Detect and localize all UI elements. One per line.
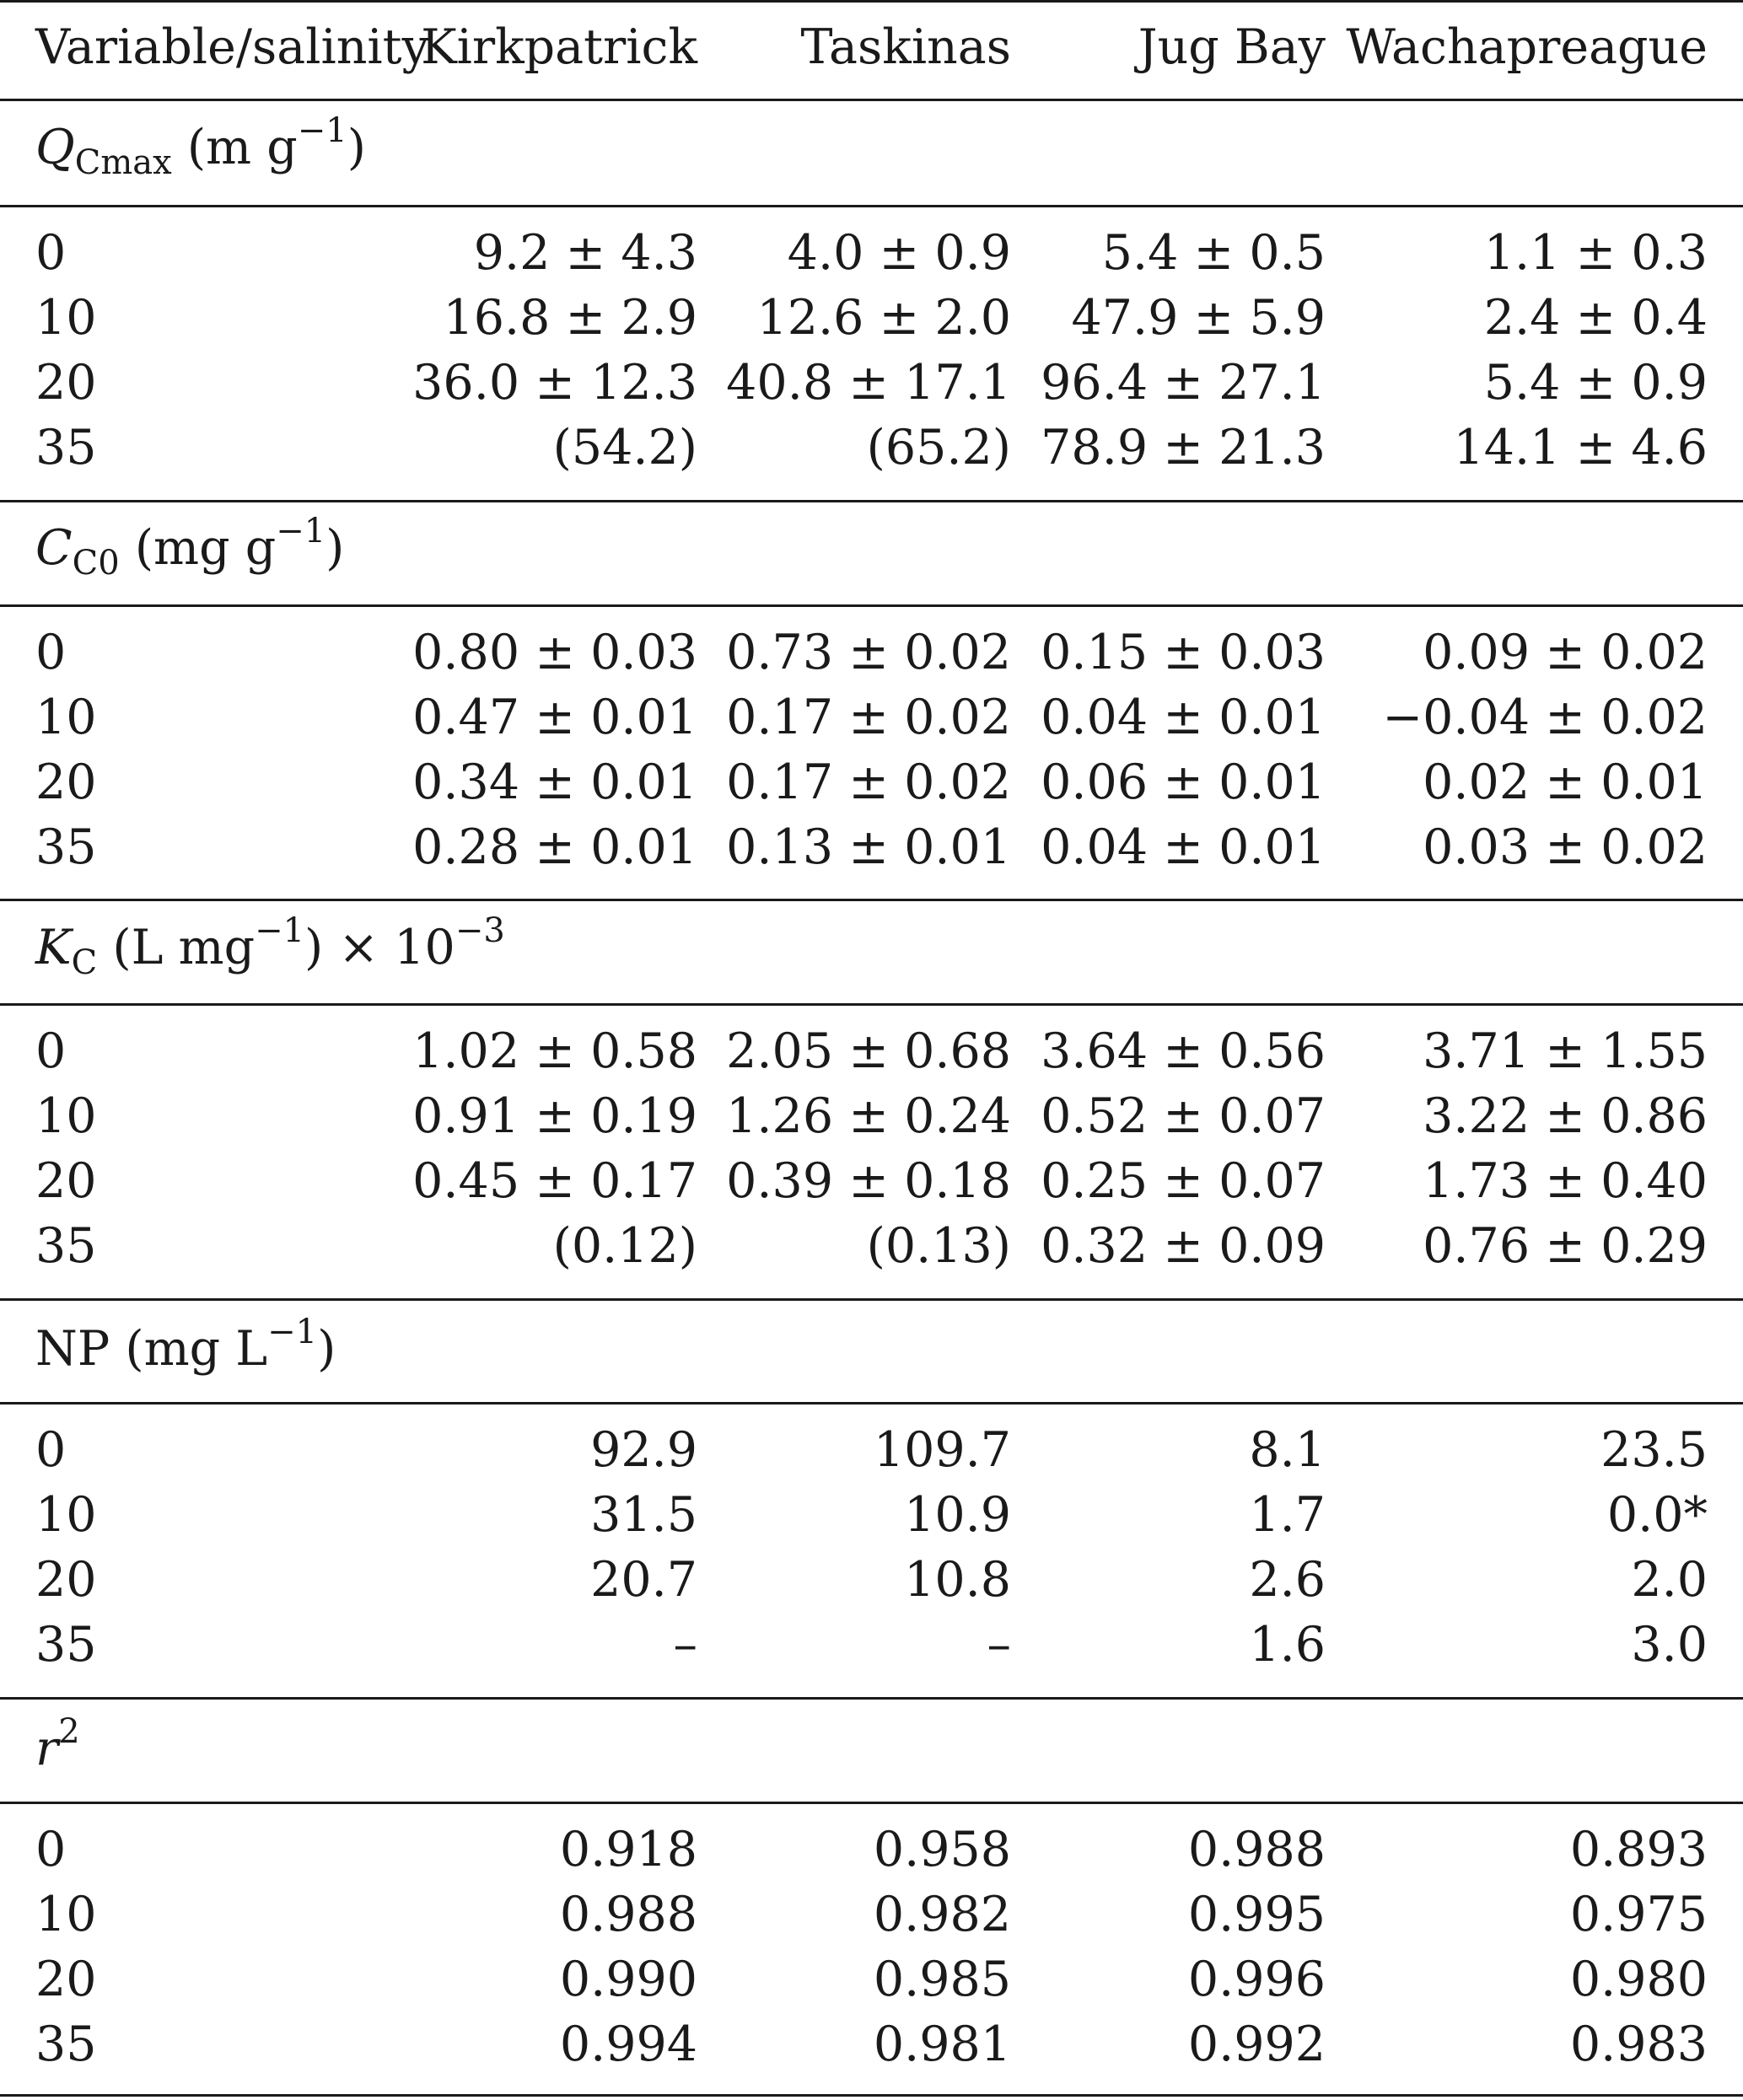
column-header: Variable/salinity xyxy=(35,19,429,75)
value-cell: 0.13 ± 0.01 xyxy=(726,819,1011,875)
title-superscript: 2 xyxy=(58,1712,80,1751)
table-row xyxy=(0,1947,1743,2012)
table-row xyxy=(0,1149,1743,1214)
value-cell: 23.5 xyxy=(1600,1422,1708,1478)
table-row xyxy=(0,1882,1743,1947)
section-title xyxy=(35,1313,336,1382)
value-cell: 0.992 xyxy=(1187,2017,1326,2072)
value-cell: (65.2) xyxy=(866,420,1011,475)
table-row xyxy=(0,685,1743,750)
header-row xyxy=(0,15,1743,80)
title-symbol: NP xyxy=(35,1321,110,1377)
salinity-cell: 10 xyxy=(35,290,97,346)
value-cell: 2.05 ± 0.68 xyxy=(726,1023,1011,1079)
salinity-cell: 35 xyxy=(35,1617,97,1673)
table-row xyxy=(0,1818,1743,1882)
value-cell: 96.4 ± 27.1 xyxy=(1041,355,1326,411)
value-cell: 36.0 ± 12.3 xyxy=(412,355,697,411)
value-cell: 0.893 xyxy=(1569,1822,1708,1877)
title-subscript: C0 xyxy=(72,544,120,583)
value-cell: 2.4 ± 0.4 xyxy=(1483,290,1708,346)
value-cell: 0.34 ± 0.01 xyxy=(412,755,697,810)
value-cell: (0.12) xyxy=(552,1218,697,1274)
value-cell: 0.91 ± 0.19 xyxy=(412,1088,697,1144)
value-cell: 0.995 xyxy=(1187,1887,1326,1942)
value-cell: 0.17 ± 0.02 xyxy=(726,755,1011,810)
value-cell: 4.0 ± 0.9 xyxy=(787,225,1011,281)
salinity-cell: 20 xyxy=(35,355,97,411)
table-row xyxy=(0,1548,1743,1613)
value-cell: 8.1 xyxy=(1249,1422,1326,1478)
value-cell: 10.8 xyxy=(904,1552,1011,1608)
value-cell: 3.0 xyxy=(1631,1617,1708,1673)
column-header: Wachapreague xyxy=(1346,19,1708,75)
value-cell: 109.7 xyxy=(873,1422,1011,1478)
table-row xyxy=(0,221,1743,286)
table-row xyxy=(0,351,1743,416)
title-subscript: C xyxy=(71,943,98,982)
value-cell: 1.26 ± 0.24 xyxy=(726,1088,1011,1144)
table-row xyxy=(0,1214,1743,1279)
value-cell: −0.04 ± 0.02 xyxy=(1382,690,1708,745)
salinity-cell: 20 xyxy=(35,755,97,810)
value-cell: 0.03 ± 0.02 xyxy=(1423,819,1708,875)
value-cell: 5.4 ± 0.9 xyxy=(1483,355,1708,411)
section-title-row xyxy=(0,1712,1743,1781)
table-row xyxy=(0,750,1743,815)
value-cell: 0.15 ± 0.03 xyxy=(1041,625,1326,680)
section-title xyxy=(35,911,505,982)
section-title-row xyxy=(0,911,1743,982)
value-cell: 0.06 ± 0.01 xyxy=(1041,755,1326,810)
value-cell: 10.9 xyxy=(904,1487,1011,1543)
value-cell: 1.1 ± 0.3 xyxy=(1483,225,1708,281)
value-cell: (0.13) xyxy=(866,1218,1011,1274)
value-cell: 0.981 xyxy=(873,2017,1011,2072)
value-cell: 0.52 ± 0.07 xyxy=(1041,1088,1326,1144)
header-rule xyxy=(0,99,1743,101)
value-cell: 0.28 ± 0.01 xyxy=(412,819,697,875)
value-cell: 0.988 xyxy=(559,1887,697,1942)
value-cell: 0.04 ± 0.01 xyxy=(1041,819,1326,875)
value-cell: – xyxy=(987,1617,1011,1673)
section-rule xyxy=(0,1298,1743,1301)
salinity-cell: 35 xyxy=(35,420,97,475)
value-cell: 14.1 ± 4.6 xyxy=(1453,420,1708,475)
value-cell: 0.76 ± 0.29 xyxy=(1423,1218,1708,1274)
title-superscript: −1 xyxy=(267,1313,318,1351)
value-cell: 0.32 ± 0.09 xyxy=(1041,1218,1326,1274)
value-cell: 0.994 xyxy=(559,2017,697,2072)
top-rule xyxy=(0,0,1743,3)
section-title-row xyxy=(0,512,1743,583)
value-cell: 0.988 xyxy=(1187,1822,1326,1877)
table-row xyxy=(0,1483,1743,1548)
value-cell: 0.975 xyxy=(1569,1887,1708,1942)
value-cell: 0.958 xyxy=(873,1822,1011,1877)
salinity-cell: 0 xyxy=(35,1422,67,1478)
bottom-rule xyxy=(0,2094,1743,2097)
title-close: ) xyxy=(347,120,366,175)
salinity-cell: 20 xyxy=(35,1552,97,1608)
table-row xyxy=(0,815,1743,880)
title-superscript-exponent: −3 xyxy=(455,911,505,950)
salinity-cell: 10 xyxy=(35,1487,97,1543)
table-row xyxy=(0,286,1743,351)
value-cell: 0.990 xyxy=(559,1952,697,2007)
salinity-cell: 0 xyxy=(35,1023,67,1079)
salinity-cell: 0 xyxy=(35,625,67,680)
salinity-cell: 35 xyxy=(35,819,97,875)
value-cell: 0.17 ± 0.02 xyxy=(726,690,1011,745)
value-cell: 0.918 xyxy=(559,1822,697,1877)
section-rule xyxy=(0,500,1743,502)
table-row xyxy=(0,416,1743,481)
title-symbol: C xyxy=(35,520,73,576)
salinity-cell: 35 xyxy=(35,1218,97,1274)
title-superscript: −1 xyxy=(276,512,326,551)
title-close: ) xyxy=(325,520,345,576)
column-header: Kirkpatrick xyxy=(421,19,697,75)
table-row xyxy=(0,620,1743,685)
section-title xyxy=(35,512,345,583)
value-cell: 92.9 xyxy=(590,1422,697,1478)
value-cell: 0.996 xyxy=(1187,1952,1326,2007)
value-cell: 0.980 xyxy=(1569,1952,1708,2007)
salinity-cell: 0 xyxy=(35,225,67,281)
value-cell: 0.983 xyxy=(1569,2017,1708,2072)
value-cell: 1.73 ± 0.40 xyxy=(1423,1153,1708,1209)
value-cell: 0.45 ± 0.17 xyxy=(412,1153,697,1209)
salinity-cell: 10 xyxy=(35,1887,97,1942)
value-cell: 0.80 ± 0.03 xyxy=(412,625,697,680)
value-cell: 3.71 ± 1.55 xyxy=(1423,1023,1708,1079)
value-cell: 0.982 xyxy=(873,1887,1011,1942)
value-cell: 31.5 xyxy=(590,1487,697,1543)
section-rule xyxy=(0,1402,1743,1404)
title-unit: (m g xyxy=(186,120,298,175)
title-superscript: −1 xyxy=(255,911,305,950)
value-cell: 0.04 ± 0.01 xyxy=(1041,690,1326,745)
title-close: ) × 10 xyxy=(304,920,455,975)
title-unit: (L mg xyxy=(112,920,256,975)
value-cell: 0.0* xyxy=(1606,1487,1708,1543)
value-cell: 0.47 ± 0.01 xyxy=(412,690,697,745)
section-title xyxy=(35,111,366,182)
value-cell: 0.02 ± 0.01 xyxy=(1423,755,1708,810)
salinity-cell: 20 xyxy=(35,1153,97,1209)
column-header: Taskinas xyxy=(800,19,1011,75)
table-row xyxy=(0,1613,1743,1678)
section-title xyxy=(35,1712,80,1781)
value-cell: 1.6 xyxy=(1249,1617,1326,1673)
value-cell: 40.8 ± 17.1 xyxy=(726,355,1011,411)
value-cell: – xyxy=(673,1617,697,1673)
section-rule xyxy=(0,604,1743,607)
table-row xyxy=(0,1084,1743,1149)
salinity-cell: 20 xyxy=(35,1952,97,2007)
salinity-cell: 10 xyxy=(35,1088,97,1144)
value-cell: 5.4 ± 0.5 xyxy=(1101,225,1326,281)
title-close: ) xyxy=(317,1321,336,1377)
salinity-cell: 0 xyxy=(35,1822,67,1877)
column-header: Jug Bay xyxy=(1138,19,1326,75)
salinity-cell: 35 xyxy=(35,2017,97,2072)
value-cell: 1.7 xyxy=(1249,1487,1326,1543)
title-subscript: Cmax xyxy=(74,143,172,182)
table-row xyxy=(0,2012,1743,2077)
title-unit: (mg g xyxy=(134,520,277,576)
value-cell: 0.985 xyxy=(873,1952,1011,2007)
section-rule xyxy=(0,205,1743,207)
table-row xyxy=(0,1418,1743,1483)
value-cell: 20.7 xyxy=(590,1552,697,1608)
title-symbol: K xyxy=(35,920,72,975)
value-cell: 47.9 ± 5.9 xyxy=(1071,290,1326,346)
value-cell: (54.2) xyxy=(552,420,697,475)
value-cell: 9.2 ± 4.3 xyxy=(473,225,697,281)
value-cell: 0.25 ± 0.07 xyxy=(1041,1153,1326,1209)
value-cell: 1.02 ± 0.58 xyxy=(412,1023,697,1079)
section-title-row xyxy=(0,1313,1743,1382)
value-cell: 12.6 ± 2.0 xyxy=(756,290,1011,346)
title-symbol: Q xyxy=(35,120,75,175)
table-row xyxy=(0,1019,1743,1084)
value-cell: 3.22 ± 0.86 xyxy=(1423,1088,1708,1144)
title-superscript: −1 xyxy=(297,111,347,150)
title-symbol: r xyxy=(35,1721,59,1776)
value-cell: 0.73 ± 0.02 xyxy=(726,625,1011,680)
value-cell: 78.9 ± 21.3 xyxy=(1041,420,1326,475)
section-rule xyxy=(0,1802,1743,1804)
value-cell: 2.0 xyxy=(1631,1552,1708,1608)
value-cell: 3.64 ± 0.56 xyxy=(1041,1023,1326,1079)
value-cell: 2.6 xyxy=(1249,1552,1326,1608)
title-unit: (mg L xyxy=(125,1321,268,1377)
section-title-row xyxy=(0,111,1743,182)
value-cell: 16.8 ± 2.9 xyxy=(443,290,697,346)
value-cell: 0.39 ± 0.18 xyxy=(726,1153,1011,1209)
section-rule xyxy=(0,1003,1743,1006)
section-rule xyxy=(0,899,1743,901)
section-rule xyxy=(0,1697,1743,1700)
value-cell: 0.09 ± 0.02 xyxy=(1423,625,1708,680)
salinity-cell: 10 xyxy=(35,690,97,745)
